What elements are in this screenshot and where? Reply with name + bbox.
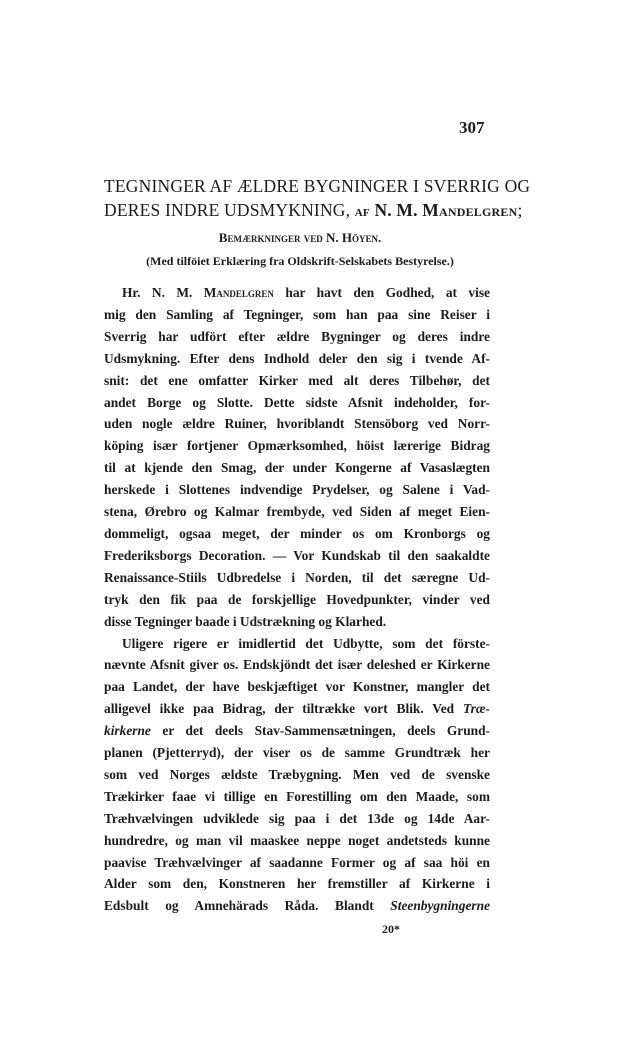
line-21-suffix: er det deels Stav-Sammensætningen, deels Grund- xyxy=(162,723,490,739)
text-line-29 xyxy=(104,895,490,917)
text-line-6: andet Borge og Slotte. Dette sidste Afsnit indeholder, for- xyxy=(104,394,490,410)
text-line-25: Træhvælvingen udviklede sig paa i det 13de og 14de Aar- xyxy=(104,810,490,826)
text-line-18: nævnte Afsnit giver os. Endskjöndt det især deleshed er Kirkerne xyxy=(104,657,490,673)
text-line-26: hundredre, og man vil maaskee neppe noget andetsteds kunne xyxy=(104,832,490,848)
signature-mark: 20* xyxy=(382,922,400,936)
article-title xyxy=(104,174,531,224)
title-semicolon: ; xyxy=(517,200,523,220)
text-line-8: köping især fortjener Opmærksomhed, höist lærerige Bidrag xyxy=(104,438,490,454)
article-subtitle: Bemærkninger ved N. Höyen. xyxy=(218,230,382,245)
text-line-4: Udsmykning. Efter dens Indhold deler den sig i tvende Af- xyxy=(104,350,490,366)
line-29-italic: Steenbygningerne xyxy=(390,898,490,914)
line-20-italic: Træ- xyxy=(462,701,490,717)
line-1-name: Mandelgren xyxy=(203,285,274,300)
text-line-9: til at kjende den Smag, der under Kongerne af Vasaslægten xyxy=(104,460,490,476)
text-line-5: snit: det ene omfatter Kirker med alt deres Tilbehør, det xyxy=(104,372,490,388)
title-line-2 xyxy=(104,198,523,224)
line-20-prefix: alligevel ikke paa Bidrag, der tiltrække vort Blik. Ved xyxy=(104,701,455,717)
text-line-17: Uligere rigere er imidlertid det Udbytte, som det förste- xyxy=(122,635,490,651)
text-line-16: disse Tegninger baade i Udstrækning og Klarhed. xyxy=(104,613,387,629)
line-1-prefix: Hr. N. M. xyxy=(122,285,193,300)
text-line-27: paavise Træhvælvinger af saadanne Former og af saa höi en xyxy=(104,854,490,870)
text-line-12: dommeligt, ogsaa meget, der minder os om Kronborgs og xyxy=(104,525,490,541)
text-line-11: stena, Ørebro og Kalmar frembyde, ved Siden af meget Eien- xyxy=(104,504,490,520)
text-line-10: herskede i Slottenes indvendige Prydelser, og Salene i Vad- xyxy=(104,482,490,498)
text-line-13: Frederiksborgs Decoration. — Vor Kundskab til den saakaldte xyxy=(104,547,490,563)
text-line-2: mig den Samling af Tegninger, som han paa sine Reiser i xyxy=(104,306,490,322)
text-line-14: Renaissance-Stiils Udbredelse i Norden, til det særegne Ud- xyxy=(104,569,490,585)
line-1-suffix: har havt den Godhed, at vise xyxy=(285,285,490,300)
line-29-prefix: Edsbult og Amnehärads Råda. Blandt xyxy=(104,898,374,914)
text-line-24: Trækirker faae vi tillige en Forestilling om den Maade, som xyxy=(104,788,490,804)
text-line-22: planen (Pjetterryd), der viser os de samme Grundtræk her xyxy=(104,745,490,761)
text-line-21 xyxy=(104,720,490,742)
text-line-19: paa Landet, der have beskjæftiget vor Konstner, mangler det xyxy=(104,679,490,695)
text-line-3: Sverrig har udfört efter ældre Bygninger og deres indre xyxy=(104,328,490,344)
title-line-1: TEGNINGER AF ÆLDRE BYGNINGER I SVERRIG OG xyxy=(104,176,531,196)
text-line-15: tryk den fik paa de forskjellige Hovedpunkter, vinder ved xyxy=(104,591,490,607)
text-line-1 xyxy=(104,282,490,304)
body-text xyxy=(104,282,490,917)
text-line-20 xyxy=(104,698,490,720)
title-author: N. M. Mandelgren xyxy=(374,200,518,220)
text-line-28: Alder som den, Konstneren her fremstiller af Kirkerne i xyxy=(104,876,490,892)
title-line-2-start: DERES INDRE UDSMYKNING, xyxy=(104,200,351,220)
article-note: (Med tilföiet Erklæring fra Oldskrift-Selskabets Bestyrelse.) xyxy=(146,254,454,268)
title-af: af xyxy=(354,204,370,220)
line-21-italic: kirkerne xyxy=(104,723,151,739)
page-number: 307 xyxy=(459,118,485,137)
text-line-23: som ved Norges ældste Træbygning. Men ved de svenske xyxy=(104,766,490,782)
text-line-7: uden nogle ældre Ruiner, hvoriblandt Stensöborg ved Norr- xyxy=(104,416,490,432)
